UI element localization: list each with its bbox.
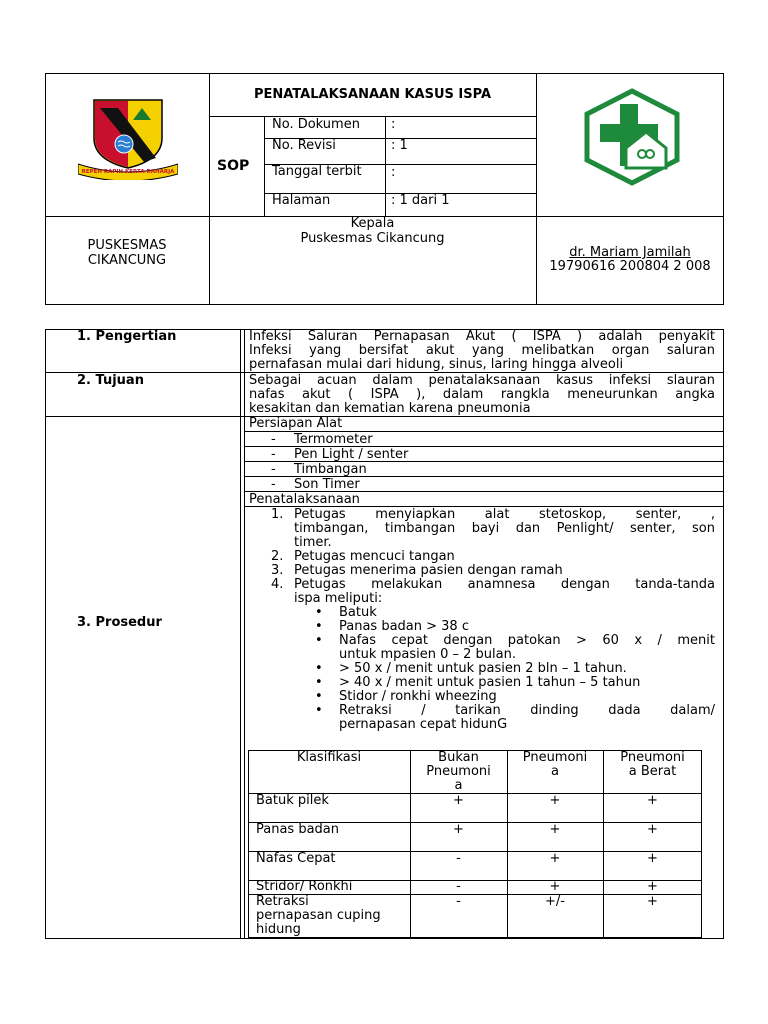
alat-list bbox=[249, 432, 719, 492]
pengertian-line: pernafasan mulai dari hidung, sinus, laring hingga alveoli bbox=[249, 357, 624, 372]
pengertian-line: Infeksi Saluran Pernapasan Akut ( ISPA ) adalah penyakit bbox=[249, 329, 715, 344]
org-line-1: PUSKESMAS bbox=[87, 238, 167, 253]
header-line: Pneumoni bbox=[522, 750, 588, 765]
pengertian-text bbox=[249, 330, 715, 372]
table-cell: + bbox=[647, 894, 658, 909]
step-number: 1. bbox=[271, 507, 284, 522]
table-header-cell bbox=[603, 751, 702, 779]
step-item bbox=[249, 508, 715, 550]
step-line: Petugas menyiapkan alat stetoskop, senter, , bbox=[294, 507, 715, 522]
tujuan-line: kesakitan dan kematian karena pneumonia bbox=[249, 401, 531, 416]
table-cell: + bbox=[453, 822, 464, 837]
row-label-line: Retraksi bbox=[256, 894, 309, 909]
field-tanggal-value: : bbox=[391, 165, 396, 180]
step-item bbox=[249, 550, 715, 564]
field-halaman-value: : 1 dari 1 bbox=[391, 193, 450, 208]
tujuan-text bbox=[249, 374, 715, 416]
table-row-label: Stridor/ Ronkhi bbox=[256, 879, 353, 894]
field-no-revisi-label: No. Revisi bbox=[272, 138, 336, 153]
tujuan-line: nafas akut ( ISPA ), dalam rangkla meneurunkan angka bbox=[249, 387, 715, 402]
tujuan-line: Sebagai acuan dalam penatalaksanaan kasus infeksi slauran bbox=[249, 373, 715, 388]
sop-label: SOP bbox=[217, 158, 250, 174]
pengertian-line: Infeksi yang bersifat akut yang melibatkan organ saluran bbox=[249, 343, 715, 358]
table-cell: +/- bbox=[545, 894, 565, 909]
alat-item-text: Son Timer bbox=[294, 477, 360, 492]
step-line: timer. bbox=[294, 535, 332, 550]
table-row-label bbox=[256, 895, 406, 937]
sign-line-2: Puskesmas Cikancung bbox=[300, 231, 445, 246]
table-row-label: Panas badan bbox=[256, 822, 340, 837]
header-line: a bbox=[551, 764, 559, 779]
alat-item: - Son Timer bbox=[271, 477, 360, 492]
header-line: a bbox=[454, 778, 463, 793]
signer-name: dr. Mariam Jamilah bbox=[569, 245, 691, 260]
header-line: Bukan bbox=[438, 750, 479, 765]
table-row-label: Nafas Cepat bbox=[256, 851, 336, 866]
field-halaman-label: Halaman bbox=[272, 193, 331, 208]
step-line: ispa meliputi: bbox=[294, 591, 383, 606]
bullet-line: untuk mpasien 0 – 2 bulan. bbox=[339, 647, 516, 662]
table-cell: - bbox=[456, 851, 461, 866]
org-name bbox=[45, 238, 209, 268]
step-item bbox=[249, 564, 715, 578]
step-line: Petugas menerima pasien dengan ramah bbox=[294, 563, 563, 578]
section-pengertian-label: 1. Pengertian bbox=[77, 329, 177, 344]
symptom-bullet: • Stidor / ronkhi wheezing bbox=[249, 690, 715, 704]
symptom-bullet: • Nafas cepat dengan patokan > 60 x / menit untuk mpasien 0 – 2 bulan. bbox=[315, 633, 715, 662]
section-tujuan-label: 2. Tujuan bbox=[77, 373, 144, 388]
row-label-line: hidung bbox=[256, 922, 301, 937]
section-prosedur-label: 3. Prosedur bbox=[77, 615, 162, 630]
symptom-bullet: • > 40 x / menit untuk pasien 1 tahun – 5 tahun bbox=[249, 676, 715, 690]
sign-line-1: Kepala bbox=[350, 216, 395, 231]
step-line: Petugas melakukan anamnesa dengan tanda-tanda bbox=[294, 577, 715, 592]
bullet-line: > 50 x / menit untuk pasien 2 bln – 1 tahun. bbox=[339, 661, 627, 676]
table-cell: - bbox=[456, 879, 461, 894]
table-cell: + bbox=[647, 851, 658, 866]
shield-water-circle bbox=[115, 135, 133, 153]
alat-item: - Timbangan bbox=[271, 462, 367, 477]
bullet-line: Batuk bbox=[339, 605, 377, 620]
alat-item: - Pen Light / senter bbox=[271, 447, 409, 462]
table-cell: + bbox=[549, 879, 561, 894]
row-label-line: pernapasan cuping bbox=[256, 908, 381, 923]
field-tanggal-label: Tanggal terbit bbox=[272, 164, 362, 179]
table-cell: + bbox=[647, 822, 658, 837]
table-cell: + bbox=[549, 793, 561, 808]
puskesmas-logo bbox=[582, 88, 682, 186]
step-line: Petugas mencuci tangan bbox=[294, 549, 455, 564]
step-line: timbangan, timbangan bayi dan Penlight/ senter, son bbox=[294, 521, 715, 536]
table-row-label: Batuk pilek bbox=[256, 793, 329, 808]
header-line: a Berat bbox=[628, 764, 677, 779]
regency-emblem-logo bbox=[78, 98, 178, 180]
symptom-bullet: • > 50 x / menit untuk pasien 2 bln – 1 tahun. bbox=[249, 662, 715, 676]
table-cell: + bbox=[453, 793, 464, 808]
bullet-line: Retraksi / tarikan dinding dada dalam/ bbox=[339, 703, 715, 718]
bullet-line: > 40 x / menit untuk pasien 1 tahun – 5 tahun bbox=[339, 675, 641, 690]
table-header-cell bbox=[410, 751, 507, 793]
header-line: Pneumoni bbox=[620, 750, 685, 765]
signer-nip: 19790616 200804 2 008 bbox=[549, 259, 711, 274]
header-line: Pneumoni bbox=[426, 764, 491, 779]
symptom-bullet: • Batuk bbox=[249, 606, 715, 620]
table-header-cell bbox=[507, 751, 603, 779]
step-number: 3. bbox=[271, 563, 284, 578]
header-line: Klasifikasi bbox=[296, 750, 362, 765]
field-no-dokumen-value: : bbox=[391, 117, 396, 132]
table-cell: - bbox=[456, 894, 461, 909]
field-no-revisi-value: : 1 bbox=[391, 138, 408, 153]
org-line-2: CIKANCUNG bbox=[87, 253, 167, 268]
step-number: 2. bbox=[271, 549, 284, 564]
table-cell: + bbox=[549, 851, 561, 866]
bullet-line: Nafas cepat dengan patokan > 60 x / menit bbox=[339, 633, 715, 648]
bullet-line: pernapasan cepat hidunG bbox=[339, 717, 508, 732]
table-cell: + bbox=[549, 822, 561, 837]
bullet-line: Panas badan > 38 c bbox=[339, 619, 469, 634]
step-number: 4. bbox=[271, 577, 284, 592]
penatalaksanaan-title: Penatalaksanaan bbox=[249, 492, 360, 507]
sop-title: PENATALAKSANAAN KASUS ISPA bbox=[253, 87, 492, 102]
table-cell: + bbox=[647, 793, 658, 808]
alat-item-text: Timbangan bbox=[294, 462, 367, 477]
alat-item-text: Pen Light / senter bbox=[294, 447, 409, 462]
bullet-line: Stidor / ronkhi wheezing bbox=[339, 689, 497, 704]
emblem-motto: REPEH RAPIH KERTA RAHARJA bbox=[81, 169, 175, 175]
symptom-bullet: • Panas badan > 38 c bbox=[249, 620, 715, 634]
symptom-bullet: • Retraksi / tarikan dinding dada dalam/ pernapasan cepat hidunG bbox=[315, 703, 715, 732]
step-item bbox=[249, 578, 715, 606]
table-cell: + bbox=[647, 879, 658, 894]
alat-item: - Termometer bbox=[271, 432, 373, 447]
persiapan-alat-title: Persiapan Alat bbox=[249, 416, 343, 431]
steps-list bbox=[249, 508, 715, 732]
table-header-cell bbox=[248, 751, 410, 765]
signatory-title bbox=[209, 216, 536, 246]
alat-item-text: Termometer bbox=[294, 432, 373, 447]
field-no-dokumen-label: No. Dokumen bbox=[272, 117, 360, 132]
